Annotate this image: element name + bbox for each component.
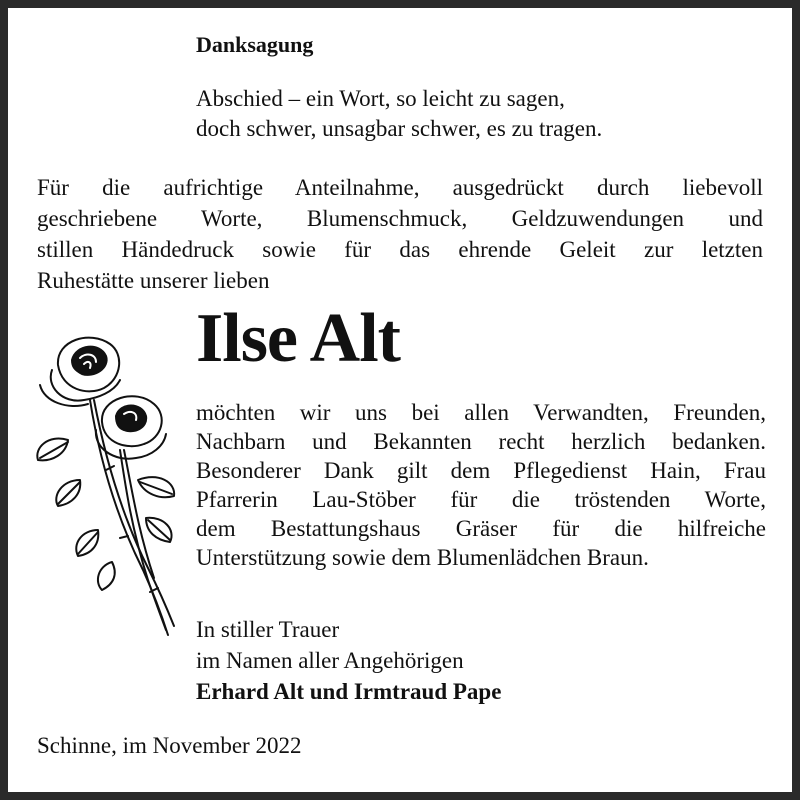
thanks-line: Besonderer Dank gilt dem Pflegedienst Hain, Frau: [196, 458, 766, 483]
intro-line: stillen Händedruck sowie für das ehrende Geleit zur letzten: [37, 237, 763, 262]
intro-line: geschriebene Worte, Blumenschmuck, Geldzuwendungen und: [37, 206, 763, 231]
thanks-line: Nachbarn und Bekannten recht herzlich bedanken.: [196, 429, 766, 454]
notice-heading: Danksagung: [196, 32, 314, 57]
intro-line: Für die aufrichtige Anteilnahme, ausgedrückt durch liebevoll: [37, 175, 763, 200]
intro-paragraph: [37, 172, 763, 296]
thanks-line: möchten wir uns bei allen Verwandten, Freunden,: [196, 400, 766, 425]
thanks-line: Pfarrerin Lau-Stöber für die tröstenden Worte,: [196, 487, 766, 512]
on-behalf-line: im Namen aller Angehörigen: [196, 648, 464, 673]
thanks-line: Unterstützung sowie dem Blumenlädchen Braun.: [196, 545, 649, 570]
deceased-name: Ilse Alt: [196, 300, 400, 377]
thanks-paragraph: [196, 398, 766, 572]
place-date: Schinne, im November 2022: [37, 733, 302, 758]
rose-illustration: [28, 330, 188, 645]
thanks-line: dem Bestattungshaus Gräser für die hilfreiche: [196, 516, 766, 541]
signatories: Erhard Alt und Irmtraud Pape: [196, 679, 502, 704]
intro-line: Ruhestätte unserer lieben: [37, 268, 270, 293]
verse-line-2: doch schwer, unsagbar schwer, es zu tragen.: [196, 116, 603, 141]
mourning-line: In stiller Trauer: [196, 617, 340, 642]
verse-line-1: Abschied – ein Wort, so leicht zu sagen,: [196, 86, 565, 111]
